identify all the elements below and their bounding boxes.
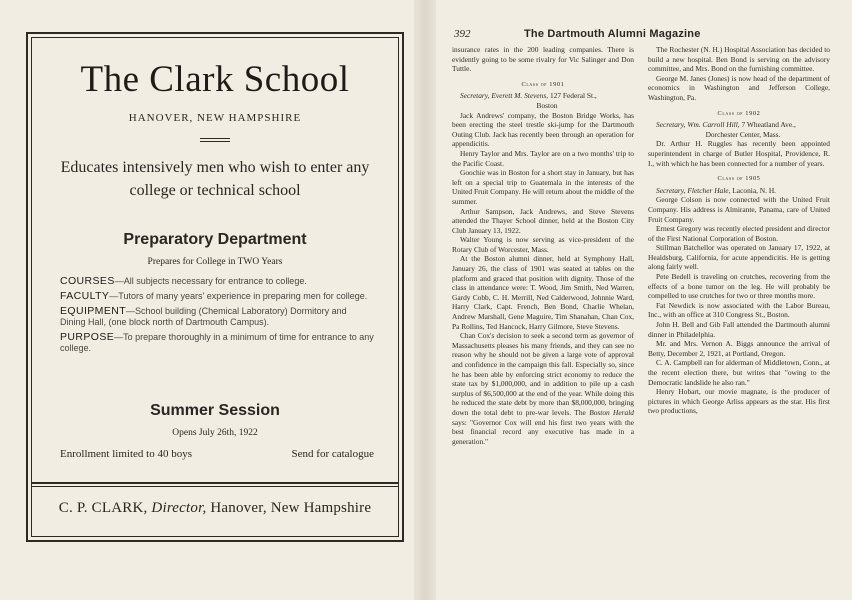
catalogue-note: Send for catalogue [291, 448, 374, 460]
paragraph: Walter Young is now serving as vice-president of the Rotary Club of Worcester, Mass. [452, 235, 634, 254]
class-heading-1902: Class of 1902 [717, 109, 761, 117]
column-left [452, 45, 634, 446]
secretary-line [648, 186, 830, 196]
secretary-address: 127 Federal St., [549, 91, 597, 101]
summer-session-heading: Summer Session [150, 402, 280, 419]
paragraph: Mr. and Mrs. Vernon A. Biggs announce the arrival of Betty, December 2, 1921, at Portland, Oregon. [648, 339, 830, 358]
secretary-city: Dorchester Center, Mass. [705, 129, 781, 139]
secretary-name: Secretary, Everett M. Stevens, [460, 91, 549, 101]
paragraph: Stillman Batchellor was operated on January 17, 1922, at Healdsburg, California, for acute appendicitis. He is getting along fairly well. [648, 243, 830, 272]
feature-text: —All subjects necessary for entrance to college. [114, 276, 307, 286]
ad-inner-border [31, 37, 399, 537]
paragraph: At the Boston alumni dinner, held at Symphony Hall, January 26, the class of 1901 was seated at tables on the platform and graced that position with dignity. Those of the class in attendance were: T. Wood, Jim Smith, Ned Warren, Gardy Cobb, C. H. Merrill, Ned Calderwood, Johnnie Ward, Harry Clark, Capt. French, Ben Bond, Charlie Whelan, Andrew Marshall, Gene Maguire, Tim Shanahan, Chan Cox, Pa Rollins, Ted Hancock, Harry Gilmore, Steve Stevens. [452, 254, 634, 331]
paragraph: Goochie was in Boston for a short stay in January, but has left on a special trip to Guatemala in the interests of the United Fruit Company. He will return about the middle of the summer. [452, 168, 634, 206]
paragraph: Dr. Arthur H. Ruggles has recently been appointed superintendent in charge of Butler Hospital, Providence, R. I., with which he has been connected for a number of years. [648, 139, 830, 168]
ornament-rule [200, 141, 230, 142]
paragraph: Ernest Gregory was recently elected president and director of the First National Corporation of Boston. [648, 224, 830, 243]
summer-session-opens: Opens July 26th, 1922 [172, 428, 258, 438]
paragraph-text: says: "Governor Cox will end his first two years with the best financial record any executive has made in a generation." [452, 417, 634, 446]
paragraph: George Colson is now connected with the United Fruit Company. His address is Almirante, Panama, care of United Fruit Company. [648, 195, 830, 224]
footer-name: C. P. CLARK, [58, 500, 148, 516]
prep-department-heading: Preparatory Department [123, 231, 307, 248]
paragraph: insurance rates in the 200 leading companies. There is evidently going to be some rivalry for Vic Salinger and Don Tuttle. [452, 45, 634, 74]
paragraph: Pete Bedell is traveling on crutches, recovering from the effects of a bone tumor on the leg. He will probably be compelled to use crutches for two or three months more. [648, 272, 830, 301]
feature-key: PURPOSE [60, 331, 115, 343]
feature-key: COURSES [60, 275, 115, 287]
column-right [648, 45, 830, 416]
paragraph: The Rochester (N. H.) Hospital Association has decided to build a new hospital. Ben Bond is serving on the advisory committee, and Mrs. Bond on the furnishing committee. [648, 45, 830, 74]
secretary-address: 7 Wheatland Ave., [741, 120, 796, 130]
feature-courses [60, 276, 374, 287]
feature-key: EQUIPMENT [60, 305, 127, 317]
feature-faculty [60, 291, 374, 302]
paragraph: Jack Andrews' company, the Boston Bridge Works, has been erecting the steel trestle ski-jump for the Dartmouth Outing Club. Jack has recently been through an operation for appendicitis. [452, 110, 634, 149]
paragraph: Fat Newdick is now associated with the Labor Bureau, Inc., with an office at 310 Congress St., Boston. [648, 300, 830, 320]
ad-title: The Clark School [80, 59, 350, 100]
secretary-line [648, 120, 830, 130]
feature-equipment [60, 306, 374, 328]
secretary-address: Laconia, N. H. [732, 185, 777, 195]
secretary-line [452, 91, 634, 101]
secretary-name: Secretary, Fletcher Hale, [656, 185, 731, 195]
feature-purpose [60, 332, 374, 354]
enrollment-note: Enrollment limited to 40 boys [60, 448, 192, 460]
ad-feature-list [60, 276, 374, 358]
paragraph: John H. Bell and Gib Fall attended the Dartmouth alumni dinner in Philadelphia. [648, 320, 830, 339]
footer-place: Hanover, New Hampshire [210, 500, 372, 516]
footer-rule [32, 482, 398, 484]
paragraph [452, 331, 634, 446]
running-title: The Dartmouth Alumni Magazine [524, 28, 701, 40]
page-number: 392 [454, 28, 471, 40]
ornament-rule [200, 138, 230, 139]
paragraph: Arthur Sampson, Jack Andrews, and Steve Stevens attended the Thayer School dinner, held at the Boston City Club January 13, 1922. [452, 206, 634, 235]
paragraph: C. A. Campbell ran for alderman of Middletown, Conn., at the recent election there, but writes that "owing to the Democratic landslide he also ran." [648, 358, 830, 387]
footer-rule [32, 486, 398, 487]
newspaper-name: Boston Herald [589, 407, 634, 417]
paragraph: Henry Hobart, our movie magnate, is the producer of pictures in which George Arliss appears as the star. His first two productions, [648, 387, 830, 416]
secretary-name: Secretary, Wm. Carroll Hill, [656, 120, 740, 130]
paragraph: George M. Janes (Jones) is now head of the department of economics in Washington and Jefferson College, Washington, Pa. [648, 73, 830, 102]
clark-school-advertisement [26, 32, 404, 542]
footer-role: Director, [151, 500, 207, 516]
feature-text: —Tutors of many years' experience in preparing men for college. [109, 291, 368, 301]
ad-footer [32, 500, 398, 517]
feature-key: FACULTY [60, 290, 110, 302]
paragraph: Henry Taylor and Mrs. Taylor are on a two months' trip to the Pacific Coast. [452, 148, 634, 168]
feature-text: —To prepare thoroughly in a minimum of time for entrance to any college. [60, 332, 374, 353]
ad-location: HANOVER, NEW HAMPSHIRE [128, 112, 302, 124]
ad-tagline: Educates intensively men who wish to enter any college or technical school [60, 159, 370, 199]
page-gutter [414, 0, 436, 600]
feature-text: —School building (Chemical Laboratory) Dormitory and Dining Hall, (one block north of Dartmouth Campus). [60, 306, 347, 327]
class-heading-1901: Class of 1901 [521, 80, 565, 88]
class-heading-1905: Class of 1905 [717, 175, 761, 183]
prep-department-subheading: Prepares for College in TWO Years [147, 257, 283, 267]
secretary-city: Boston [536, 100, 558, 110]
paragraph-text: Chan Cox's decision to seek a second term as governor of Massachusetts pleases his many friends, and they can see no reason why he should not be given a large vote of approval and confidence in the campaign this fall. Especially so, since he has been able by enforcing strict economy to reduce the state tax by $1,000,000, and in addition to pile up a cash surplus of $6,500,000 at the end of the year. While doing this he reduced the state debt by more than $8,000,000, bringing down the total debt to pre-war levels. The [452, 331, 634, 417]
